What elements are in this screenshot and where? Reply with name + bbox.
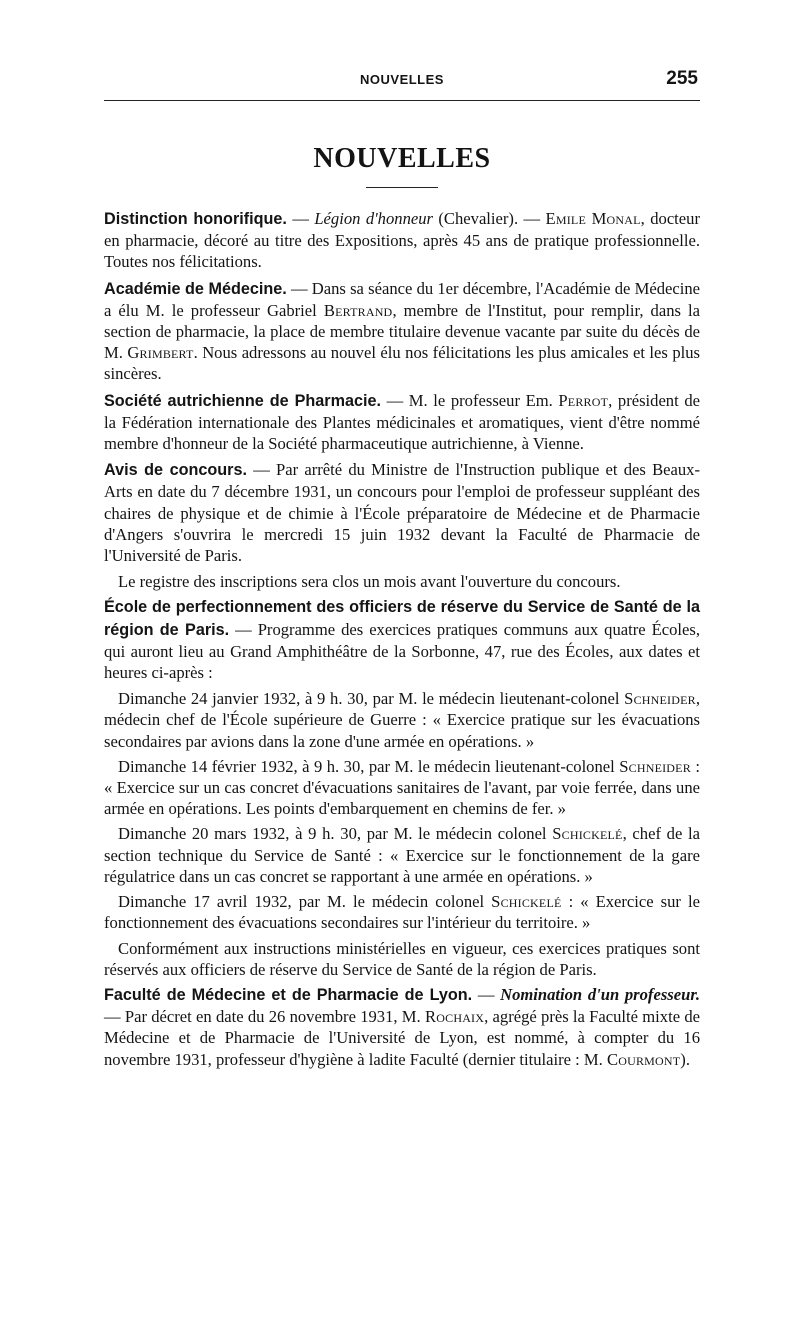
news-item-academie <box>104 278 700 385</box>
item-text: Dimanche 20 mars 1932, à 9 h. 30, par M. le médecin colonel <box>118 824 553 844</box>
item-heading: Académie de Médecine. <box>104 279 287 298</box>
item-subheading: Nomination d'un professeur. <box>500 984 701 1004</box>
item-text: — <box>286 209 315 228</box>
page-number: 255 <box>666 68 698 89</box>
item-text: — Par décret en date du 26 novembre 1931, M. <box>104 1007 425 1027</box>
person-name: Rochaix <box>424 1007 485 1027</box>
person-name: Courmont <box>606 1049 681 1069</box>
item-text: Dimanche 24 janvier 1932, à 9 h. 30, par M. le médecin lieutenant-colonel <box>118 689 625 709</box>
item-text: , docteur en pharmacie, décoré au titre des Expositions, après 45 ans de pratique professionnelle. Toutes nos félicitations. <box>104 209 700 272</box>
exercise-entry <box>104 891 700 933</box>
journal-page <box>104 68 700 1075</box>
person-name: Emile Monal <box>545 209 641 228</box>
item-text: . Nous adressons au nouvel élu nos félicitations les plus amicales et les plus sincères. <box>104 343 700 384</box>
news-item-concours <box>104 459 700 566</box>
item-text: , médecin chef de l'École supérieure de Guerre : « Exercice pratique sur les évacuations secondaires par avions dans la zone d'une armée en opérations. » <box>104 689 700 751</box>
header-rule <box>104 100 700 101</box>
person-name: Schneider <box>624 689 696 709</box>
person-name: Grimbert <box>127 343 194 363</box>
item-text: , chef de la section technique du Service de Santé : « Exercice sur le fonctionnement de la gare régulatrice dans un cas concret se rapportant à une armée en opérations. » <box>104 824 700 886</box>
item-text: : « Exercice sur le fonctionnement des évacuations secondaires sur l'intérieur du territoire. » <box>104 892 700 933</box>
item-text: , membre de l'Institut, pour remplir, dans la section de pharmacie, la place de membre titulaire devenue vacante par suite du décès de M. <box>104 300 700 363</box>
item-text: Dimanche 17 avril 1932, par M. le médecin colonel <box>118 892 492 912</box>
item-text: , agrégé près la Faculté mixte de Médecine et de Pharmacie de l'Université de Lyon, est nommé, à compter du 16 novembre 1931, professeur d'hygiène à ladite Faculté (dernier titulaire : M. <box>104 1007 700 1069</box>
exercise-entry <box>104 756 700 820</box>
exercise-entry <box>104 823 700 887</box>
item-heading: Faculté de Médecine et de Pharmacie de Lyon. <box>104 985 473 1004</box>
item-text: ). <box>680 1049 690 1069</box>
exercise-conformement: Conformément aux instructions ministérielles en vigueur, ces exercices pratiques sont réservés aux officiers de réserve du Service de Santé de la région de Paris. <box>104 938 700 979</box>
news-item-ecole <box>104 596 700 683</box>
item-text: Dimanche 14 février 1932, à 9 h. 30, par M. le médecin lieutenant-colonel <box>118 756 620 776</box>
item-text: : « Exercice sur un cas concret d'évacuations sanitaires de l'avant, par voie ferrée, dans une armée en opérations. Les points d'embarquement en chemins de fer. » <box>104 756 700 819</box>
title-rule <box>366 187 438 188</box>
news-item-societe <box>104 390 700 455</box>
news-item-distinction <box>104 208 700 273</box>
running-header <box>104 68 700 94</box>
item-heading: Avis de concours. <box>104 461 247 480</box>
person-name: Bertrand <box>323 300 393 320</box>
item-italic: Légion d'honneur <box>314 209 433 228</box>
news-item-lyon <box>104 984 700 1070</box>
item-text: — Par arrêté du Ministre de l'Instruction publique et des Beaux-Arts en date du 7 décembre 1931, un concours pour l'emploi de professeur suppléant des chaires de physique et de chimie à l'École préparatoire de Médecine et de Pharmacie d'Angers s'ouvrira le mercredi 15 juin 1932 devant la Faculté de Pharmacie de l'Université de Paris. <box>104 460 700 566</box>
running-title: NOUVELLES <box>360 72 444 87</box>
item-heading: Distinction honorifique. <box>104 210 287 228</box>
news-item-concours-registre: Le registre des inscriptions sera clos un mois avant l'ouverture du concours. <box>118 572 621 592</box>
item-heading: Société autrichienne de Pharmacie. <box>104 391 381 410</box>
person-name: Schneider <box>619 756 691 776</box>
exercise-entry <box>104 688 700 752</box>
item-text: (Chevalier). — <box>432 209 546 228</box>
item-text: — <box>472 984 501 1004</box>
item-heading: École de perfectionnement des officiers de réserve du Service de Santé de la région de Paris. <box>104 598 700 639</box>
person-name: Schickelé <box>491 892 562 912</box>
section-title: NOUVELLES <box>313 143 491 174</box>
item-text: — Dans sa séance du 1er décembre, l'Académie de Médecine a élu M. le professeur Gabriel <box>104 278 700 320</box>
item-text: , président de la Fédération internationale des Plantes médicinales et aromatiques, vient d'être nommé membre d'honneur de la Société pharmaceutique autrichienne, à Vienne. <box>104 390 700 454</box>
person-name: Schickelé <box>552 824 623 844</box>
item-text: — M. le professeur Em. <box>380 390 559 410</box>
person-name: Perrot <box>558 390 609 410</box>
news-body <box>104 208 700 1070</box>
item-text: — Programme des exercices pratiques communs aux quatre Écoles, qui auront lieu au Grand Amphithéâtre de la Sorbonne, 47, rue des Écoles, aux dates et heures ci-après : <box>104 619 700 683</box>
